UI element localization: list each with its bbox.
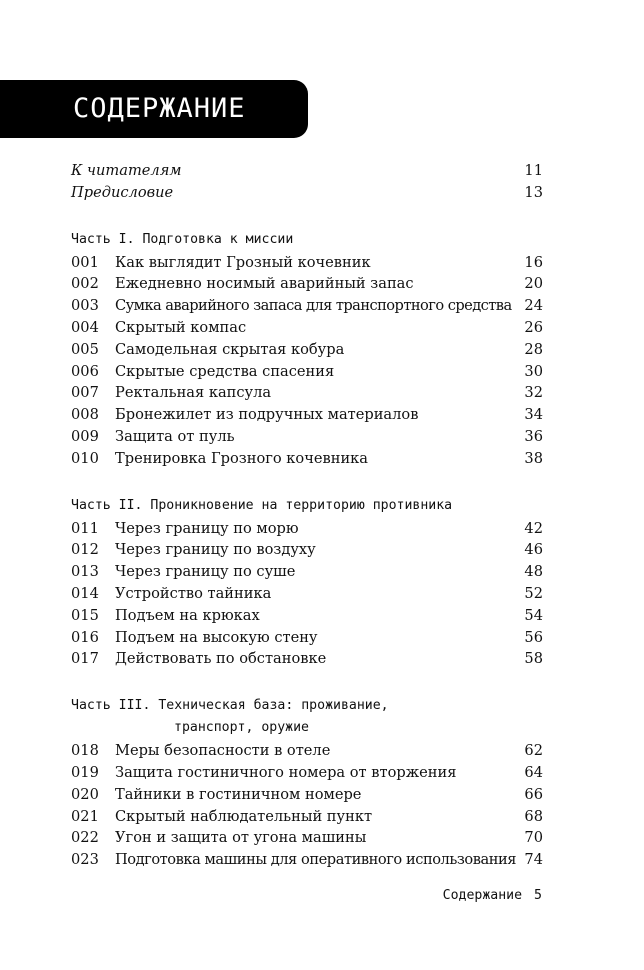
entry-page: 16 (524, 253, 543, 271)
entry-page: 68 (524, 807, 543, 825)
entry-number: 020 (71, 785, 99, 803)
entry-number: 018 (71, 742, 99, 760)
toc-entry[interactable] (71, 518, 543, 540)
entry-number: 009 (71, 427, 99, 445)
entry-title: Подготовка машины для оперативного использования (115, 851, 517, 869)
entry-number: 008 (71, 406, 99, 424)
footer-label: Содержание (442, 888, 523, 903)
toc-entry[interactable] (71, 648, 543, 670)
entry-number: 016 (71, 628, 99, 646)
entry-number: 021 (71, 807, 99, 825)
entry-page: 34 (524, 406, 543, 424)
entry-number: 006 (71, 362, 99, 380)
toc-entry[interactable] (71, 361, 543, 383)
toc-entry-readers[interactable] (71, 160, 543, 182)
toc-entry[interactable] (71, 806, 543, 828)
part-3-title-continued: транспорт, оружие (174, 720, 309, 736)
toc-entry[interactable] (71, 448, 543, 470)
toc-entry[interactable] (71, 295, 543, 317)
entry-page: 56 (524, 628, 543, 646)
entry-number: 023 (71, 851, 99, 869)
toc-entry[interactable] (71, 561, 543, 583)
page-title: СОДЕРЖАНИЕ (73, 93, 246, 124)
part-1-heading (71, 229, 543, 251)
toc-entry[interactable] (71, 252, 543, 274)
entry-page: 38 (524, 449, 543, 467)
entry-number: 001 (71, 253, 99, 271)
toc-entry[interactable] (71, 784, 543, 806)
entry-title: Защита от пуль (115, 427, 235, 445)
entry-title: Ректальная капсула (115, 384, 272, 402)
entry-title: Защита гостиничного номера от вторжения (115, 763, 457, 781)
entry-title: Действовать по обстановке (115, 650, 327, 668)
toc-entry[interactable] (71, 605, 543, 627)
toc-entry[interactable] (71, 827, 543, 849)
entry-title: К читателям (71, 162, 182, 179)
entry-page: 52 (524, 584, 543, 602)
entry-number: 003 (71, 297, 99, 315)
entry-title: Подъем на крюках (115, 606, 260, 624)
entry-page: 20 (524, 275, 543, 293)
entry-title: Ежедневно носимый аварийный запас (115, 275, 414, 293)
entry-title: Бронежилет из подручных материалов (115, 406, 419, 424)
entry-number: 007 (71, 384, 99, 402)
entry-page: 42 (524, 519, 543, 537)
page-footer (443, 887, 542, 905)
toc-entry[interactable] (71, 762, 543, 784)
part-2-heading (71, 495, 543, 517)
entry-number: 019 (71, 763, 99, 781)
entry-number: 012 (71, 541, 99, 559)
table-of-contents (71, 160, 543, 871)
entry-number: 014 (71, 584, 99, 602)
entry-title: Тайники в гостиничном номере (115, 785, 362, 803)
toc-entry[interactable] (71, 273, 543, 295)
toc-entry[interactable] (71, 849, 543, 871)
entry-title: Меры безопасности в отеле (115, 742, 331, 760)
entry-title: Через границу по морю (115, 519, 299, 537)
entry-title: Устройство тайника (115, 584, 272, 602)
entry-page: 28 (524, 340, 543, 358)
toc-entry[interactable] (71, 317, 543, 339)
entry-number: 017 (71, 650, 99, 668)
entry-page: 24 (524, 297, 543, 315)
toc-entry[interactable] (71, 382, 543, 404)
entry-page: 54 (524, 606, 543, 624)
entry-title: Через границу по воздуху (115, 541, 316, 559)
entry-page: 66 (524, 785, 543, 803)
part-1-title: Часть I. Подготовка к миссии (71, 231, 294, 247)
entry-number: 011 (71, 519, 99, 537)
entry-number: 004 (71, 318, 99, 336)
entry-title: Скрытый наблюдательный пункт (115, 807, 373, 825)
contents-title-bar (0, 80, 308, 138)
entry-title: Скрытые средства спасения (115, 362, 335, 380)
entry-title: Скрытый компас (115, 318, 247, 336)
page-number: 5 (534, 888, 542, 903)
entry-title: Тренировка Грозного кочевника (115, 449, 368, 467)
entry-title: Сумка аварийного запаса для транспортного средства (115, 297, 512, 315)
toc-entry[interactable] (71, 539, 543, 561)
toc-entry[interactable] (71, 339, 543, 361)
part-3-title: Часть III. Техническая база: проживание, (71, 698, 389, 714)
entry-page: 26 (524, 318, 543, 336)
entry-page: 62 (524, 742, 543, 760)
entry-page: 64 (524, 763, 543, 781)
entry-number: 005 (71, 340, 99, 358)
entry-title: Угон и защита от угона машины (115, 829, 367, 847)
entry-page: 36 (524, 427, 543, 445)
entry-title: Предисловие (71, 183, 174, 201)
entry-page: 30 (524, 362, 543, 380)
part-3-heading (71, 695, 543, 739)
entry-page: 70 (524, 829, 543, 847)
entry-title: Подъем на высокую стену (115, 628, 318, 646)
entry-number: 015 (71, 606, 99, 624)
entry-number: 013 (71, 563, 99, 581)
entry-title: Как выглядит Грозный кочевник (115, 253, 371, 271)
entry-page: 13 (524, 183, 543, 201)
entry-page: 58 (524, 650, 543, 668)
entry-number: 002 (71, 275, 99, 293)
toc-entry[interactable] (71, 627, 543, 649)
entry-page: 32 (524, 384, 543, 402)
part-2-title: Часть II. Проникновение на территорию противника (71, 497, 453, 513)
entry-title: Самодельная скрытая кобура (115, 340, 345, 358)
entry-title: Через границу по суше (115, 563, 296, 581)
entry-number: 022 (71, 829, 99, 847)
toc-entry[interactable] (71, 740, 543, 762)
entry-page: 46 (524, 541, 543, 559)
toc-entry-preface[interactable] (71, 182, 543, 204)
entry-page: 48 (524, 563, 543, 581)
entry-page: 74 (524, 851, 543, 869)
toc-entry[interactable] (71, 583, 543, 605)
toc-entry[interactable] (71, 426, 543, 448)
entry-page: 11 (524, 162, 543, 179)
toc-entry[interactable] (71, 404, 543, 426)
entry-number: 010 (71, 449, 99, 467)
